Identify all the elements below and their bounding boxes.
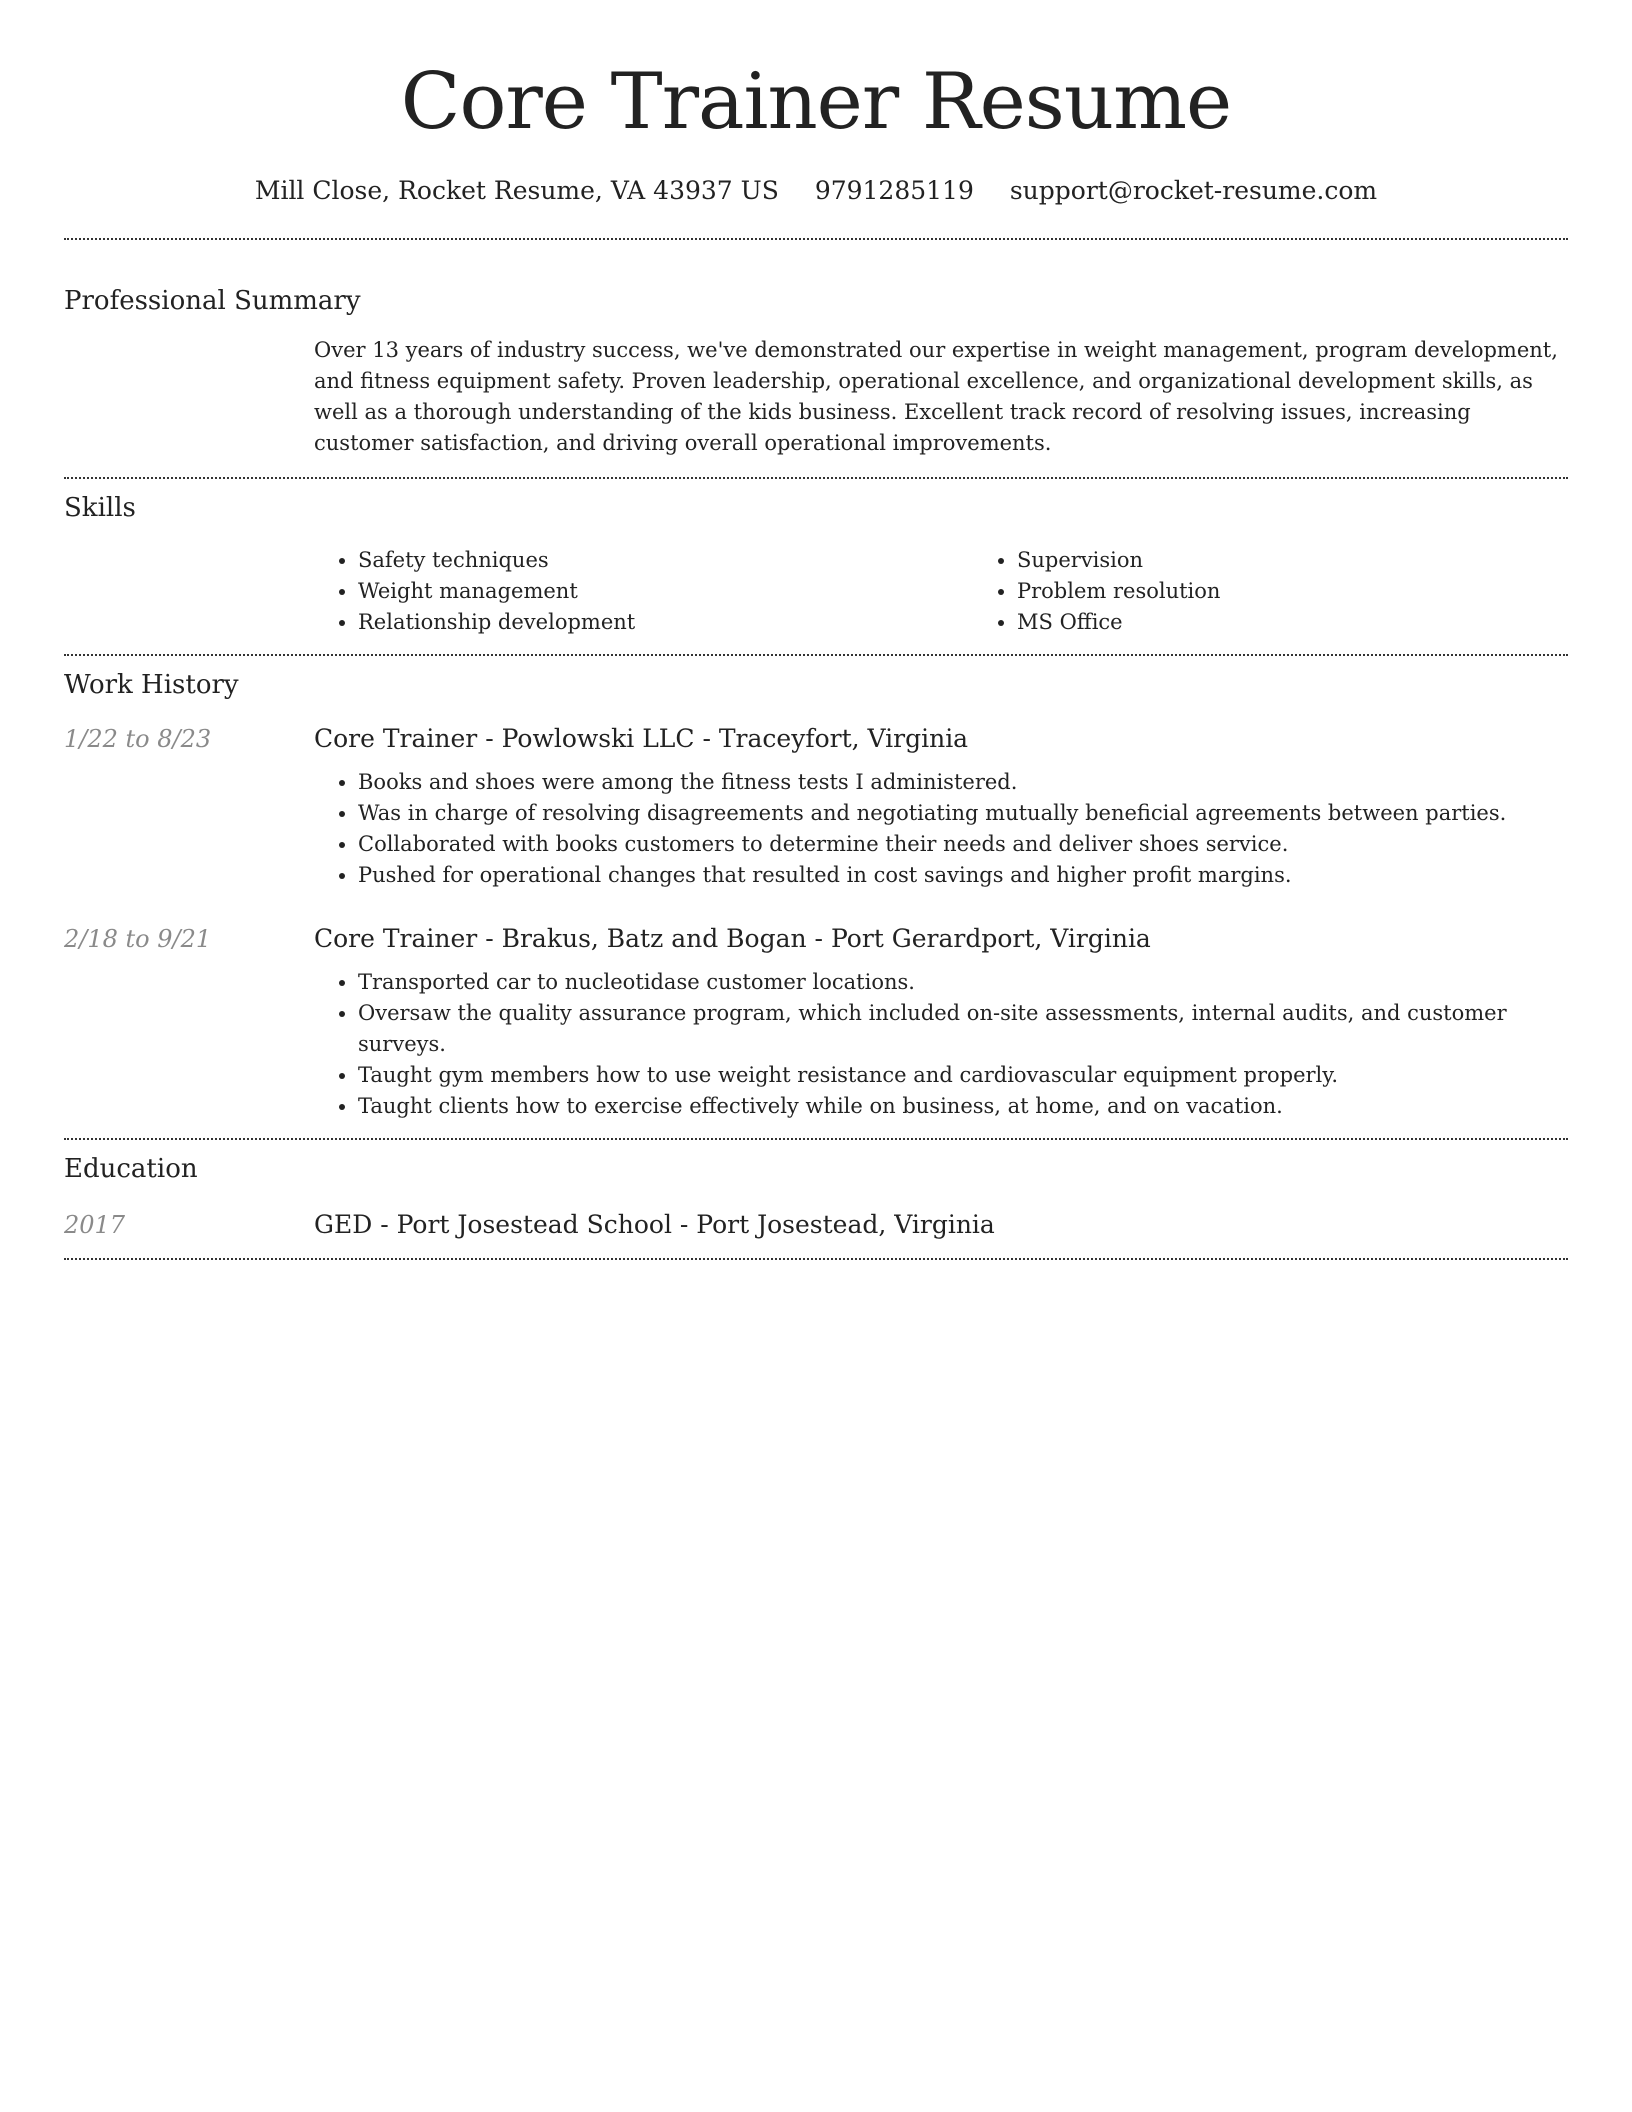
summary-heading: Professional Summary	[64, 286, 361, 316]
summary-text: Over 13 years of industry success, we've demonstrated our expertise in weight management, program development, and fitness equipment safety. Proven leadership, operational excellence, and organizational development skills, as well as a thorough understanding of the kids business. Excellent track record of resolving issues, increasing customer satisfaction, and driving overall operational improvements.	[314, 338, 1558, 455]
education-detail: GED - Port Josestead School - Port Josestead, Virginia	[314, 1210, 995, 1239]
education-year: 2017	[64, 1211, 126, 1239]
skills-list-left	[314, 545, 973, 638]
education-section	[64, 1140, 1568, 1258]
education-heading: Education	[64, 1154, 198, 1184]
page-title: Core Trainer Resume	[400, 57, 1232, 147]
job-bullet: • Oversaw the quality assurance program, which included on-site assessments, internal audits, and customer surveys.	[358, 998, 1568, 1060]
job-bullet: • Taught clients how to exercise effectively while on business, at home, and on vacation.	[358, 1091, 1568, 1122]
job-bullet: • Collaborated with books customers to determine their needs and deliver shoes service.	[358, 829, 1568, 860]
job-title: Core Trainer - Powlowski LLC - Traceyfort, Virginia	[314, 724, 969, 753]
contact-line	[64, 174, 1568, 208]
skill-item: • Problem resolution	[1017, 576, 1632, 607]
skills-row	[64, 545, 1568, 638]
job-dates: 2/18 to 9/21	[64, 925, 212, 953]
contact-email: support@rocket-resume.com	[1009, 176, 1378, 205]
job-bullet: • Taught gym members how to use weight resistance and cardiovascular equipment properly.	[358, 1060, 1568, 1091]
job-title: Core Trainer - Brakus, Batz and Bogan - Port Gerardport, Virginia	[314, 924, 1151, 953]
skills-grid	[314, 545, 1632, 638]
job-bullet: • Transported car to nucleotidase customer locations.	[358, 967, 1568, 998]
skills-heading: Skills	[64, 493, 136, 523]
skill-item: • MS Office	[1017, 607, 1632, 638]
education-divider	[64, 1258, 1568, 1260]
skills-section	[64, 479, 1568, 654]
summary-section	[64, 240, 1568, 477]
contact-address: Mill Close, Rocket Resume, VA 43937 US	[254, 176, 779, 205]
contact-phone: 9791285119	[814, 176, 974, 205]
job-entry	[64, 922, 1568, 1122]
summary-row	[64, 335, 1568, 459]
skills-list-right	[973, 545, 1632, 638]
work-section	[64, 656, 1568, 1138]
skill-item: • Supervision	[1017, 545, 1632, 576]
job-bullet: • Was in charge of resolving disagreements and negotiating mutually beneficial agreements between parties.	[358, 798, 1568, 829]
job-dates: 1/22 to 8/23	[64, 725, 212, 753]
skill-item: • Relationship development	[358, 607, 973, 638]
education-entry	[64, 1208, 1568, 1242]
skill-item: • Weight management	[358, 576, 973, 607]
work-heading: Work History	[64, 670, 239, 700]
job-entry	[64, 722, 1568, 891]
job-bullets	[314, 967, 1568, 1122]
skill-item: • Safety techniques	[358, 545, 973, 576]
resume-page	[64, 0, 1568, 1260]
job-bullet: • Books and shoes were among the fitness tests I administered.	[358, 767, 1568, 798]
job-bullets	[314, 767, 1568, 891]
job-bullet: • Pushed for operational changes that resulted in cost savings and higher profit margins.	[358, 860, 1568, 891]
